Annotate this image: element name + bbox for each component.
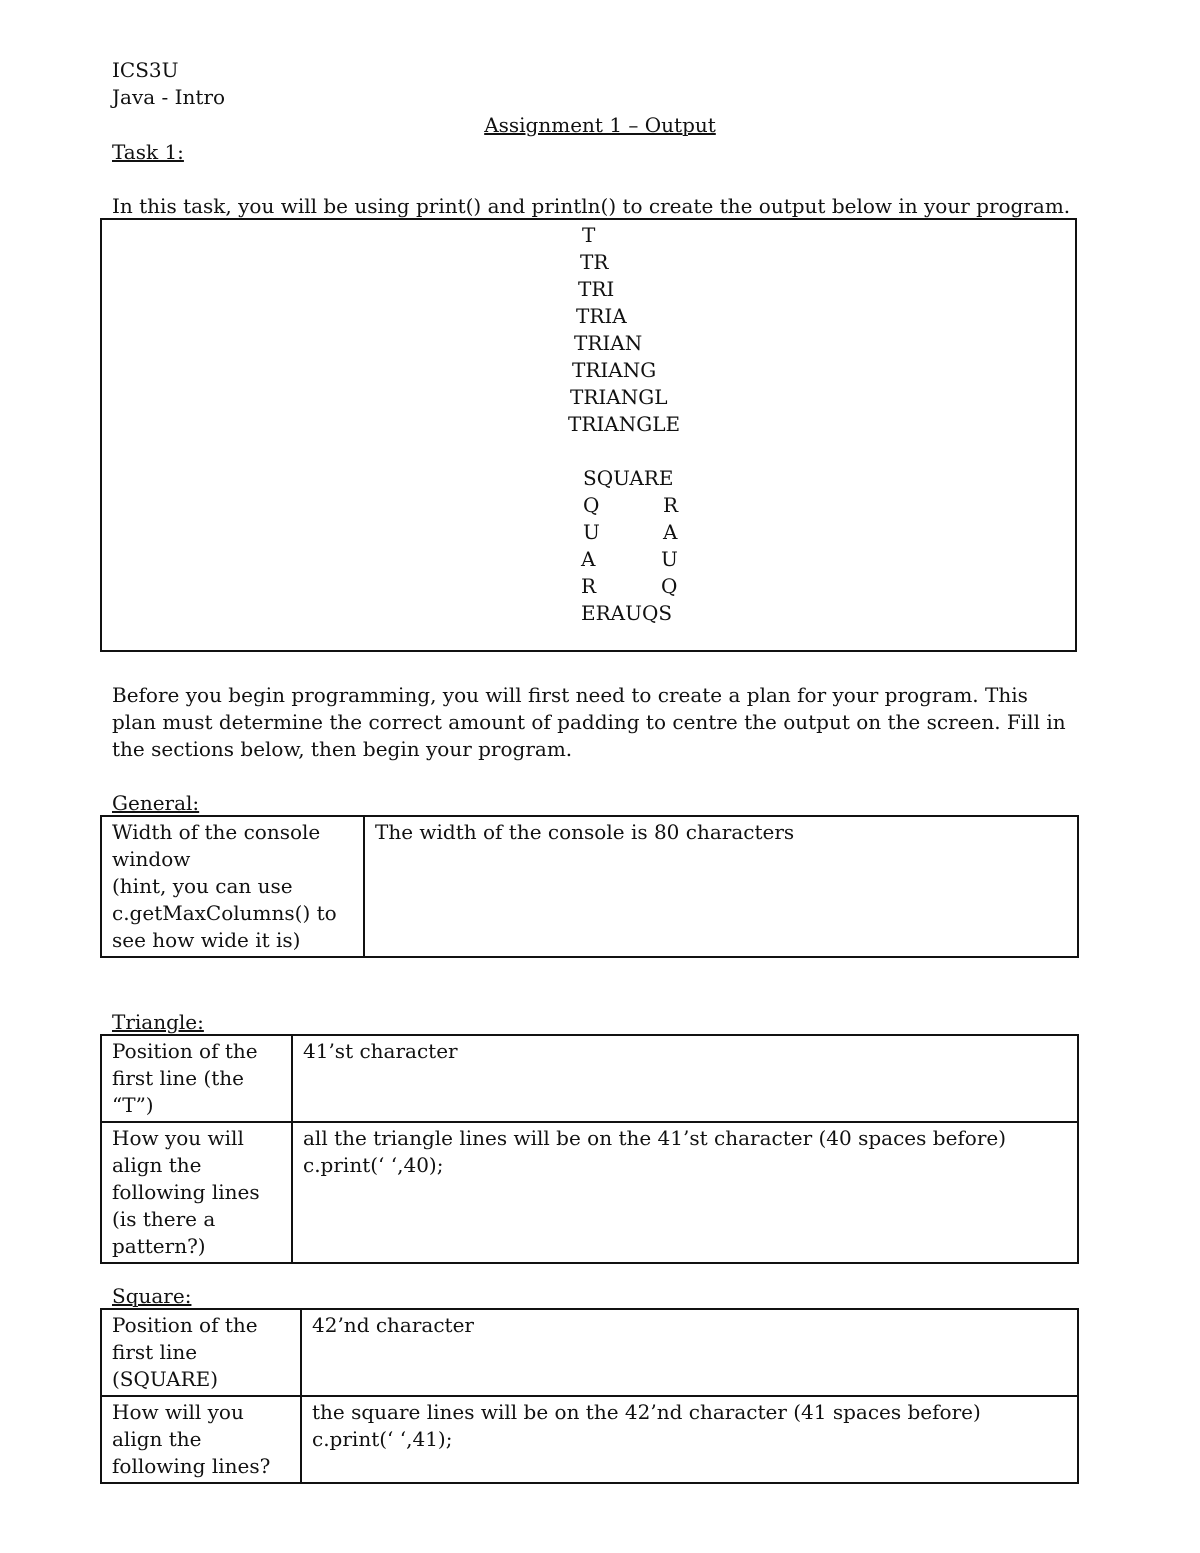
square-right: U	[661, 547, 678, 571]
table-answer-cell[interactable]	[364, 816, 1078, 957]
label-line: Position of the	[112, 1313, 258, 1337]
label-line: pattern?)	[112, 1234, 206, 1258]
table-answer-cell[interactable]	[301, 1309, 1078, 1396]
square-heading: Square:	[112, 1284, 192, 1308]
expected-output-box	[100, 218, 1077, 652]
triangle-table	[100, 1034, 1079, 1264]
label-line: first line (the	[112, 1066, 244, 1090]
square-left: Q	[583, 493, 600, 517]
triangle-line: T	[582, 223, 596, 247]
label-line: see how wide it is)	[112, 928, 301, 952]
table-row	[101, 1122, 1078, 1263]
label-line: following lines?	[112, 1454, 271, 1478]
task-intro: In this task, you will be using print() and println() to create the output below in your program.	[112, 194, 1071, 218]
triangle-line: TRIANGL	[570, 385, 668, 409]
label-line: Position of the	[112, 1039, 258, 1063]
table-answer-cell[interactable]	[301, 1396, 1078, 1483]
general-heading: General:	[112, 791, 200, 815]
triangle-line: TRIANGLE	[568, 412, 681, 436]
label-line: (is there a	[112, 1207, 216, 1231]
table-answer-cell[interactable]	[292, 1122, 1078, 1263]
answer-text: 42’nd character	[312, 1313, 474, 1337]
label-line: (SQUARE)	[112, 1367, 219, 1391]
answer-code: c.print(‘ ‘,40);	[303, 1153, 444, 1177]
unit-name: Java - Intro	[112, 85, 226, 109]
table-row	[101, 1309, 1078, 1396]
table-label-cell	[101, 1309, 301, 1396]
answer-text: the square lines will be on the 42’nd character (41 spaces before)	[312, 1400, 981, 1424]
answer-text: 41’st character	[303, 1039, 458, 1063]
table-label-cell	[101, 1035, 292, 1122]
square-right: Q	[661, 574, 678, 598]
triangle-line: TRIA	[576, 304, 627, 328]
label-line: align the	[112, 1427, 202, 1451]
square-left: A	[581, 547, 596, 571]
answer-text: all the triangle lines will be on the 41’st character (40 spaces before)	[303, 1126, 1007, 1150]
square-left: U	[583, 520, 600, 544]
table-label-cell	[101, 1122, 292, 1263]
square-table	[100, 1308, 1079, 1484]
triangle-line: TR	[580, 250, 609, 274]
label-line: first line	[112, 1340, 198, 1364]
label-line: (hint, you can use	[112, 874, 293, 898]
table-row	[101, 1035, 1078, 1122]
table-row	[101, 1396, 1078, 1483]
table-answer-cell[interactable]	[292, 1035, 1078, 1122]
label-line: Width of the console	[112, 820, 321, 844]
square-left: R	[581, 574, 597, 598]
instructions-paragraph: Before you begin programming, you will first need to create a plan for your program. This plan must determine the correct amount of padding to centre the output on the screen. Fill in the sections below, then begin your program.	[112, 683, 1066, 761]
triangle-line: TRIANG	[572, 358, 657, 382]
label-line: following lines	[112, 1180, 260, 1204]
square-bottom: ERAUQS	[581, 601, 673, 625]
label-line: align the	[112, 1153, 202, 1177]
answer-text: The width of the console is 80 characters	[375, 820, 795, 844]
square-right: R	[663, 493, 679, 517]
table-label-cell	[101, 816, 364, 957]
table-row	[101, 816, 1078, 957]
triangle-heading: Triangle:	[112, 1010, 204, 1034]
label-line: How you will	[112, 1126, 244, 1150]
table-label-cell	[101, 1396, 301, 1483]
assignment-title: Assignment 1 – Output	[484, 113, 716, 137]
course-code: ICS3U	[112, 58, 179, 82]
square-top: SQUARE	[583, 466, 674, 490]
triangle-line: TRI	[578, 277, 615, 301]
label-line: How will you	[112, 1400, 244, 1424]
label-line: c.getMaxColumns() to	[112, 901, 337, 925]
answer-code: c.print(‘ ‘,41);	[312, 1427, 453, 1451]
general-table	[100, 815, 1079, 958]
label-line: “T”)	[112, 1093, 154, 1117]
square-right: A	[663, 520, 678, 544]
task-heading: Task 1:	[112, 140, 184, 164]
triangle-line: TRIAN	[574, 331, 643, 355]
label-line: window	[112, 847, 191, 871]
